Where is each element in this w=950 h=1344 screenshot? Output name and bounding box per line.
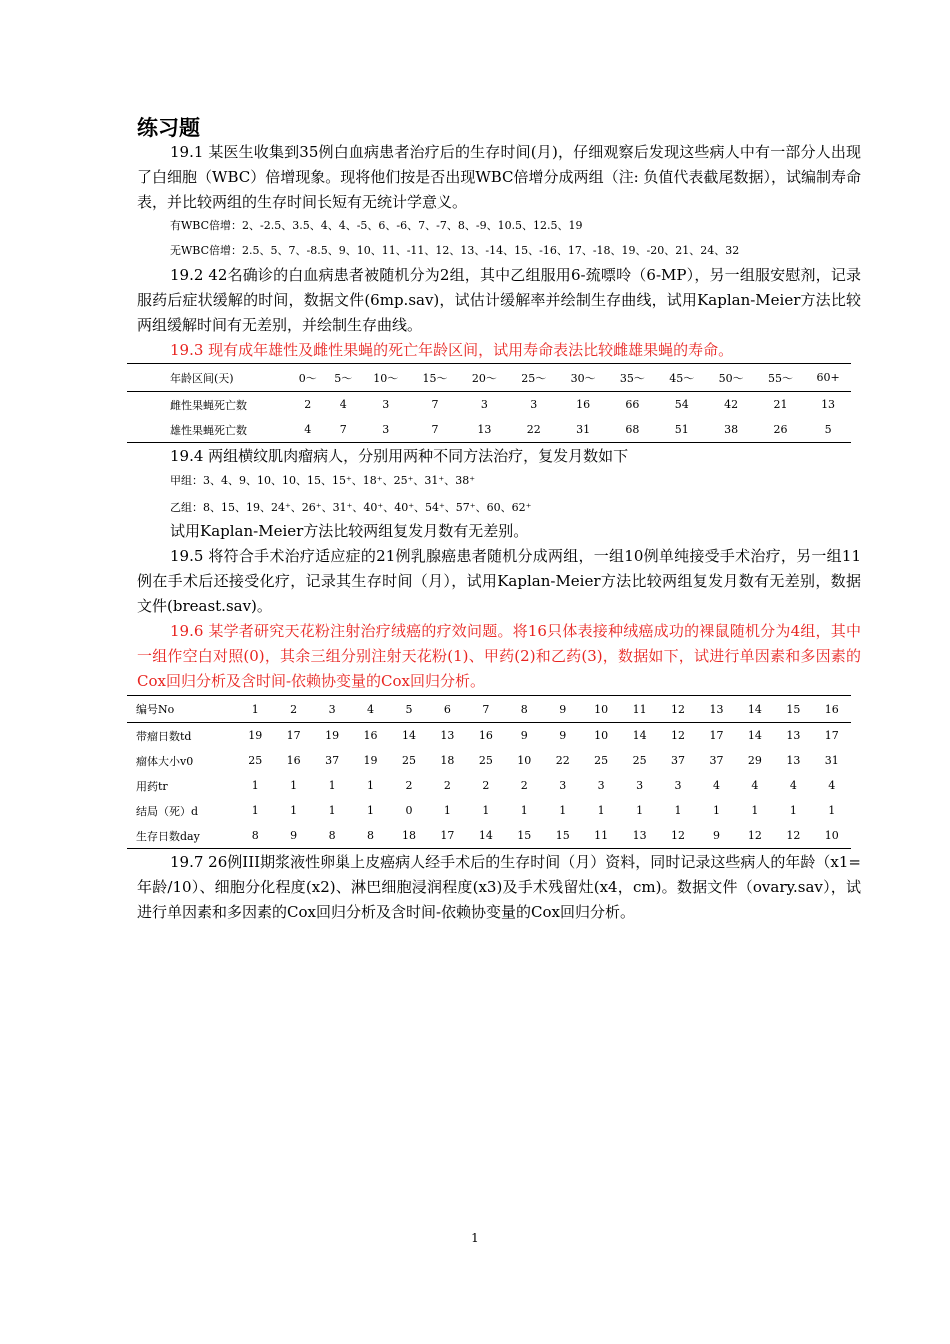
table-cell: 16 [286,754,301,767]
table-cell: 1 [828,804,836,817]
table-header-cell: 9 [544,696,582,723]
table-cell: 4 [789,779,797,792]
table-header-cell: 45～ [657,364,706,392]
table-header-cell: 3 [313,696,351,723]
table-cell: 29 [747,754,762,767]
table-cell: 25 [401,754,416,767]
table-row [127,798,851,823]
table-cell: 4 [304,423,312,436]
table-header-cell: 5 [390,696,428,723]
table-cell: 18 [440,754,455,767]
table-cell: 8 [367,829,375,842]
table-header-cell: 55～ [756,364,805,392]
table-row [127,392,851,418]
table-cell: 25 [632,754,647,767]
no-wbc-doubling-data: 无WBC倍增：2.5、5、7、-8.5、9、10、11、-11、12、13、-14、15、-16、17、-18、19、-20、21、24、32 [170,244,740,257]
table-cell: 25 [248,754,263,767]
table-cell: 8 [328,829,336,842]
table-cell: 68 [625,423,640,436]
table-cell: 9 [712,829,720,842]
table-cell: 1 [636,804,644,817]
table-row [127,417,851,443]
table-header-cell: 1 [236,696,274,723]
table-cell: 17 [440,829,455,842]
table-cell: 22 [526,423,541,436]
table-row [127,773,851,798]
table-row [127,723,851,749]
group-a-data: 甲组：3、4、9、10、10、15、15⁺、18⁺、25⁺、31⁺、38⁺ [170,474,476,487]
table-cell: 12 [747,829,762,842]
table-header-cell: 15～ [410,364,459,392]
table-cell: 1 [482,804,490,817]
fruit-fly-table [127,363,851,443]
table-cell: 1 [328,804,336,817]
table-cell: 14 [747,729,762,742]
table-header-cell: 20～ [460,364,509,392]
table-cell: 4 [339,398,347,411]
table-cell: 11 [594,829,609,842]
table-cell: 2 [405,779,413,792]
page-number: 1 [471,1231,479,1245]
table-cell: 13 [440,729,455,742]
table-row [127,823,851,849]
table-cell: 1 [290,779,298,792]
table-header-cell: 6 [428,696,466,723]
table-cell: 22 [555,754,570,767]
table-cell: 31 [576,423,591,436]
table-cell: 0 [405,804,413,817]
table-cell: 17 [709,729,724,742]
table-cell: 10 [824,829,839,842]
table-cell: 19 [248,729,263,742]
table-cell: 37 [671,754,686,767]
row-label: 结局（死）d [136,804,199,818]
table-cell: 1 [674,804,682,817]
table-cell: 3 [597,779,605,792]
table-cell: 13 [786,729,801,742]
table-header-cell: 7 [467,696,505,723]
table-header-row [127,696,851,723]
table-cell: 14 [632,729,647,742]
table-cell: 8 [251,829,259,842]
table-header-cell: 8 [505,696,543,723]
exercise-19-1: 19.1 某医生收集到35例白血病患者治疗后的生存时间(月)，仔细观察后发现这些病人中有一部分人出现了白细胞（WBC）倍增现象。现将他们按是否出现WBC倍增分成两组（注: 负值代表截尾数据），试编制寿命表，并比较两组的生存时间长短有无统计学意义。 [137,143,861,211]
table-cell: 66 [625,398,640,411]
table-cell: 37 [709,754,724,767]
table-header-cell: 4 [351,696,389,723]
table-cell: 16 [576,398,591,411]
exercise-19-6: 19.6 某学者研究天花粉注射治疗绒癌的疗效问题。将16只体表接种绒癌成功的裸鼠随机分为4组，其中一组作空白对照(0)，其余三组分别注射天花粉(1)、甲药(2)和乙药(3)，数据如下，试进行单因素和多因素的Cox回归分析及含时间-依赖协变量的Cox回归分析。 [137,622,861,690]
table-cell: 2 [304,398,312,411]
table-cell: 10 [517,754,532,767]
table-header-cell: 11 [620,696,658,723]
table-cell: 5 [824,423,832,436]
table-cell: 15 [517,829,532,842]
table-cell: 26 [773,423,788,436]
row-label: 用药tr [136,779,168,793]
table-cell: 14 [478,829,493,842]
table-cell: 1 [290,804,298,817]
table-cell: 3 [382,423,390,436]
table-header-label: 编号No [127,696,236,723]
table-header-label: 年龄区间(天) [127,364,290,392]
table-cell: 1 [251,804,259,817]
table-cell: 18 [401,829,416,842]
table-cell: 13 [477,423,492,436]
table-cell: 9 [559,729,567,742]
exercise-19-7: 19.7 26例III期浆液性卵巢上皮癌病人经手术后的生存时间（月）资料，同时记录这些病人的年龄（x1=年龄/10）、细胞分化程度(x2)、淋巴细胞浸润程度(x3)及手术残留灶(x4，cm)。数据文件（ovary.sav），试进行单因素和多因素的Cox回归分析及含时间-依赖协变量的Cox回归分析。 [137,853,861,921]
table-cell: 17 [286,729,301,742]
table-cell: 42 [724,398,739,411]
table-cell: 3 [480,398,488,411]
table-cell: 21 [773,398,788,411]
table-header-cell: 13 [697,696,735,723]
table-cell: 25 [594,754,609,767]
table-cell: 3 [674,779,682,792]
table-header-cell: 14 [736,696,774,723]
table-cell: 25 [478,754,493,767]
row-label: 生存日数day [136,829,200,843]
table-cell: 4 [828,779,836,792]
table-cell: 3 [559,779,567,792]
table-cell: 3 [530,398,538,411]
table-cell: 1 [559,804,567,817]
table-cell: 12 [786,829,801,842]
table-cell: 1 [367,804,375,817]
table-cell: 1 [251,779,259,792]
table-cell: 51 [674,423,689,436]
table-header-cell: 5～ [326,364,362,392]
row-label: 雌性果蝇死亡数 [170,398,247,412]
table-cell: 19 [325,729,340,742]
row-label: 带瘤日数td [136,729,192,743]
table-cell: 1 [597,804,605,817]
table-cell: 38 [724,423,739,436]
table-cell: 1 [328,779,336,792]
table-cell: 9 [520,729,528,742]
table-cell: 16 [478,729,493,742]
table-header-cell: 35～ [608,364,657,392]
table-cell: 4 [712,779,720,792]
table-cell: 14 [401,729,416,742]
table-cell: 7 [339,423,347,436]
exercise-19-2: 19.2 42名确诊的白血病患者被随机分为2组，其中乙组服用6-巯嘌呤（6-MP），另一组服安慰剂，记录服药后症状缓解的时间，数据文件(6mp.sav)，试估计缓解率并绘制生存曲线，试用Kaplan-Meier方法比较两组缓解时间有无差别，并绘制生存曲线。 [137,266,861,334]
table-cell: 3 [382,398,390,411]
exercise-19-3: 19.3 现有成年雄性及雌性果蝇的死亡年龄区间，试用寿命表法比较雌雄果蝇的寿命。 [170,341,734,359]
table-cell: 13 [632,829,647,842]
table-header-cell: 15 [774,696,812,723]
table-cell: 12 [671,829,686,842]
table-cell: 2 [520,779,528,792]
table-cell: 1 [367,779,375,792]
table-cell: 4 [751,779,759,792]
table-cell: 17 [824,729,839,742]
group-b-data: 乙组：8、15、19、24⁺、26⁺、31⁺、40⁺、40⁺、54⁺、57⁺、60、62⁺ [170,501,532,514]
cox-data-table [127,695,851,849]
table-cell: 13 [786,754,801,767]
table-header-cell: 30～ [558,364,607,392]
table-cell: 19 [363,754,378,767]
table-header-cell: 10～ [361,364,410,392]
table-cell: 16 [363,729,378,742]
exercise-19-4: 19.4 两组横纹肌肉瘤病人，分别用两种不同方法治疗，复发月数如下 [170,447,629,465]
table-cell: 9 [290,829,298,842]
table-cell: 2 [482,779,490,792]
table-header-cell: 60+ [805,364,851,392]
table-cell: 1 [443,804,451,817]
table-header-cell: 50～ [706,364,755,392]
table-header-cell: 16 [813,696,851,723]
table-row [127,748,851,773]
table-cell: 3 [636,779,644,792]
table-cell: 1 [751,804,759,817]
table-cell: 1 [520,804,528,817]
table-cell: 10 [594,729,609,742]
table-header-row [127,364,851,392]
table-cell: 1 [789,804,797,817]
row-label: 雄性果蝇死亡数 [170,423,247,437]
table-cell: 7 [431,423,439,436]
exercise-19-4-question: 试用Kaplan-Meier方法比较两组复发月数有无差别。 [170,522,529,540]
table-cell: 7 [431,398,439,411]
table-header-cell: 10 [582,696,620,723]
table-cell: 15 [555,829,570,842]
table-header-cell: 12 [659,696,697,723]
table-cell: 37 [325,754,340,767]
table-cell: 2 [443,779,451,792]
table-cell: 13 [821,398,836,411]
table-header-cell: 25～ [509,364,558,392]
page-title: 练习题 [137,116,200,140]
table-cell: 54 [674,398,689,411]
table-cell: 1 [712,804,720,817]
table-cell: 31 [824,754,839,767]
row-label: 瘤体大小v0 [136,754,194,768]
table-cell: 12 [671,729,686,742]
table-header-cell: 0～ [290,364,326,392]
table-header-cell: 2 [274,696,312,723]
exercise-19-5: 19.5 将符合手术治疗适应症的21例乳腺癌患者随机分成两组，一组10例单纯接受手术治疗，另一组11例在手术后还接受化疗，记录其生存时间（月），试用Kaplan-Meier方法比较两组复发月数有无差别，数据文件(breast.sav)。 [137,547,861,615]
wbc-doubling-data: 有WBC倍增：2、-2.5、3.5、4、4、-5、6、-6、7、-7、8、-9、10.5、12.5、19 [170,219,583,232]
